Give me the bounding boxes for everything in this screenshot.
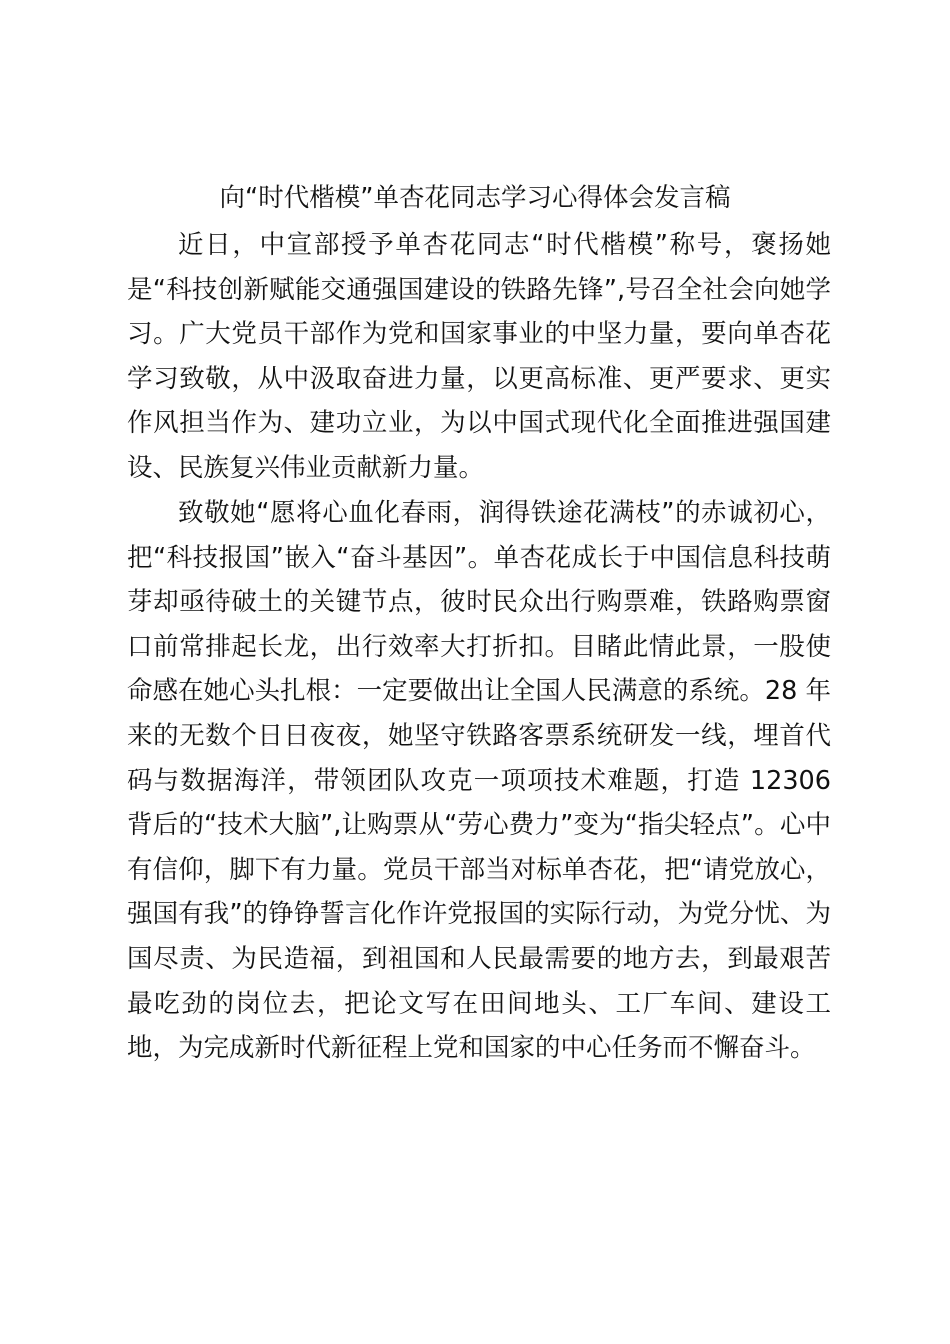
paragraph-2: 致敬她“愿将心血化春雨，润得铁途花满枝”的赤诚初心，把“科技报国”嵌入“奋斗基因”。单杏花成长于中国信息科技萌芽却亟待破土的关键节点，彼时民众出行购票难，铁路购票窗口前常排起长龙，出行效率大打折扣。目睹此情此景，一股使命感在她心头扎根：一定要做出让全国人民满意的系统。28 年来的无数个日日夜夜，她坚守铁路客票系统研发一线，埋首代码与数据海洋，带领团队攻克一项项技术难题，打造 12306 背后的“技术大脑”,让购票从“劳心费力”变为“指尖轻点”。心中有信仰，脚下有力量。党员干部当对标单杏花，把“请党放心，强国有我”的铮铮誓言化作许党报国的实际行动，为党分忧、为国尽责、为民造福，到祖国和人民最需要的地方去，到最艰苦最吃劲的岗位去，把论文写在田间地头、工厂车间、建设工地，为完成新时代新征程上党和国家的中心任务而不懈奋斗。 [127,498,831,1064]
document-title: 向“时代楷模”单杏花同志学习心得体会发言稿 [219,183,731,213]
paragraph-1: 近日，中宣部授予单杏花同志“时代楷模”称号，褒扬她是“科技创新赋能交通强国建设的铁路先锋”,号召全社会向她学习。广大党员干部作为党和国家事业的中坚力量，要向单杏花学习致敬，从中汲取奋进力量，以更高标准、更严要求、更实作风担当作为、建功立业，为以中国式现代化全面推进强国建设、民族复兴伟业贡献新力量。 [127,230,831,483]
